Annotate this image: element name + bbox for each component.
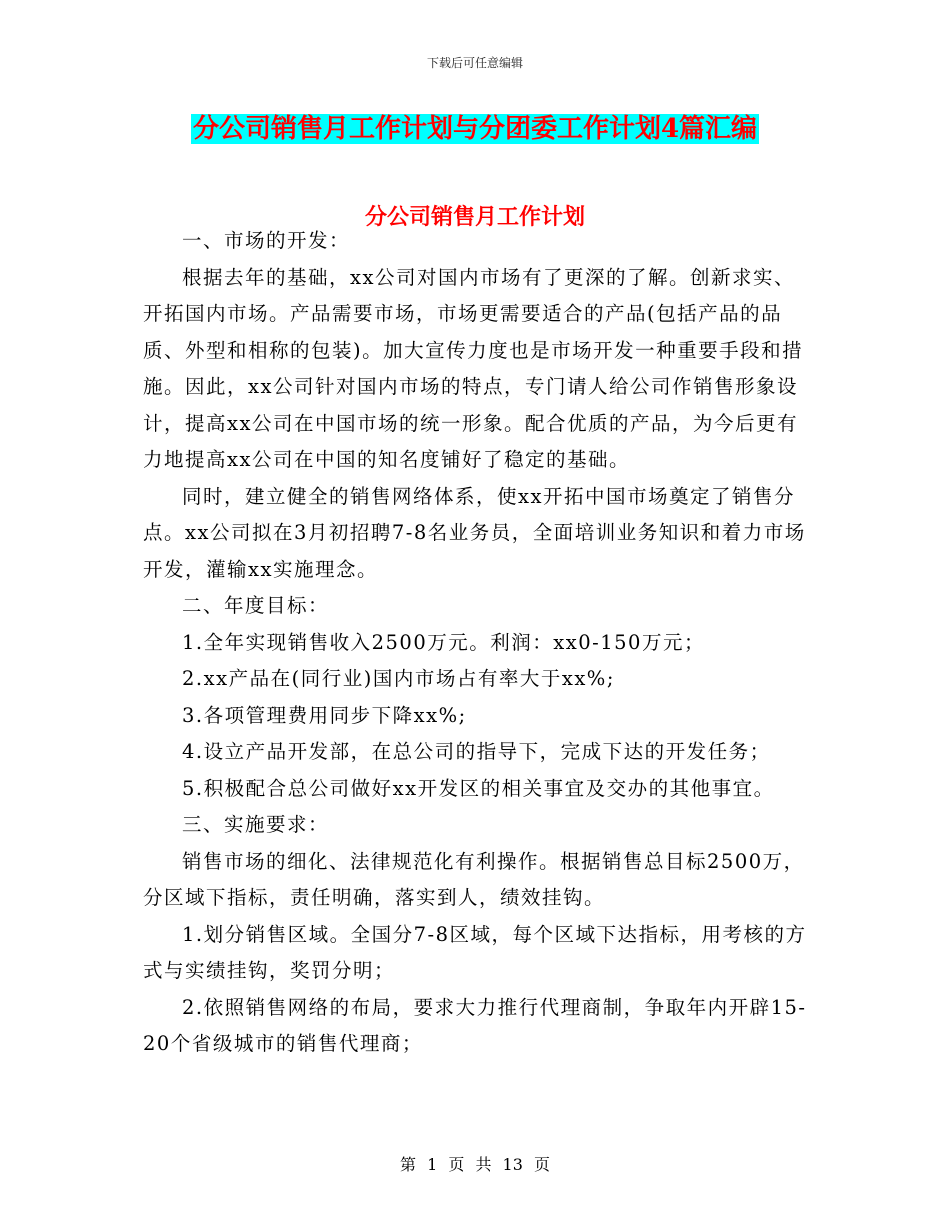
body-paragraph: 三、实施要求： [182, 813, 330, 836]
body-paragraph: 2.依照销售网络的布局，要求大力推行代理商制，争取年内开辟15-20个省级城市的销售代理商； [143, 995, 807, 1055]
body-paragraph: 1.划分销售区域。全国分7-8区域，每个区域下达指标，用考核的方式与实绩挂钩，奖罚分明； [143, 922, 807, 982]
body-paragraph: 1.全年实现销售收入2500万元。利润：xx0-150万元； [182, 630, 705, 654]
document-title-text: 分公司销售月工作计划与分团委工作计划4篇汇编 [192, 114, 758, 144]
body-paragraph: 3.各项管理费用同步下降xx%; [182, 703, 467, 727]
body-paragraph: 同时，建立健全的销售网络体系，使xx开拓中国市场奠定了销售分点。xx公司拟在3月初招聘7-8名业务员，全面培训业务知识和着力市场开发，灌输xx实施理念。 [143, 484, 806, 581]
header-note: 下载后可任意编辑 [426, 56, 523, 70]
page-footer: 第 1 页 共 13 页 [400, 1155, 550, 1174]
document-body [143, 223, 815, 1063]
body-paragraph: 二、年度目标： [182, 594, 330, 617]
body-paragraph: 4.设立产品开发部，在总公司的指导下，完成下达的开发任务； [182, 740, 771, 763]
body-paragraph: 2.xx产品在(同行业)国内市场占有率大于xx%; [182, 667, 615, 690]
body-paragraph: 一、市场的开发： [182, 229, 351, 252]
body-paragraph: 根据去年的基础，xx公司对国内市场有了更深的了解。创新求实、开拓国内市场。产品需要市场，市场更需要适合的产品(包括产品的品质、外型和相称的包装)。加大宣传力度也是市场开发一种重要手段和措施。因此，xx公司针对国内市场的特点，专门请人给公司作销售形象设计，提高xx公司在中国市场的统一形象。配合优质的产品，为今后更有力地提高xx公司在中国的知名度铺好了稳定的基础。 [143, 265, 804, 471]
body-paragraph: 销售市场的细化、法律规范化有利操作。根据销售总目标2500万，分区域下指标，责任明确，落实到人，绩效挂钩。 [143, 849, 805, 909]
body-paragraph: 5.积极配合总公司做好xx开发区的相关事宜及交办的其他事宜。 [182, 776, 775, 800]
section-title: 分公司销售月工作计划 [364, 204, 585, 230]
document-title [0, 112, 950, 146]
